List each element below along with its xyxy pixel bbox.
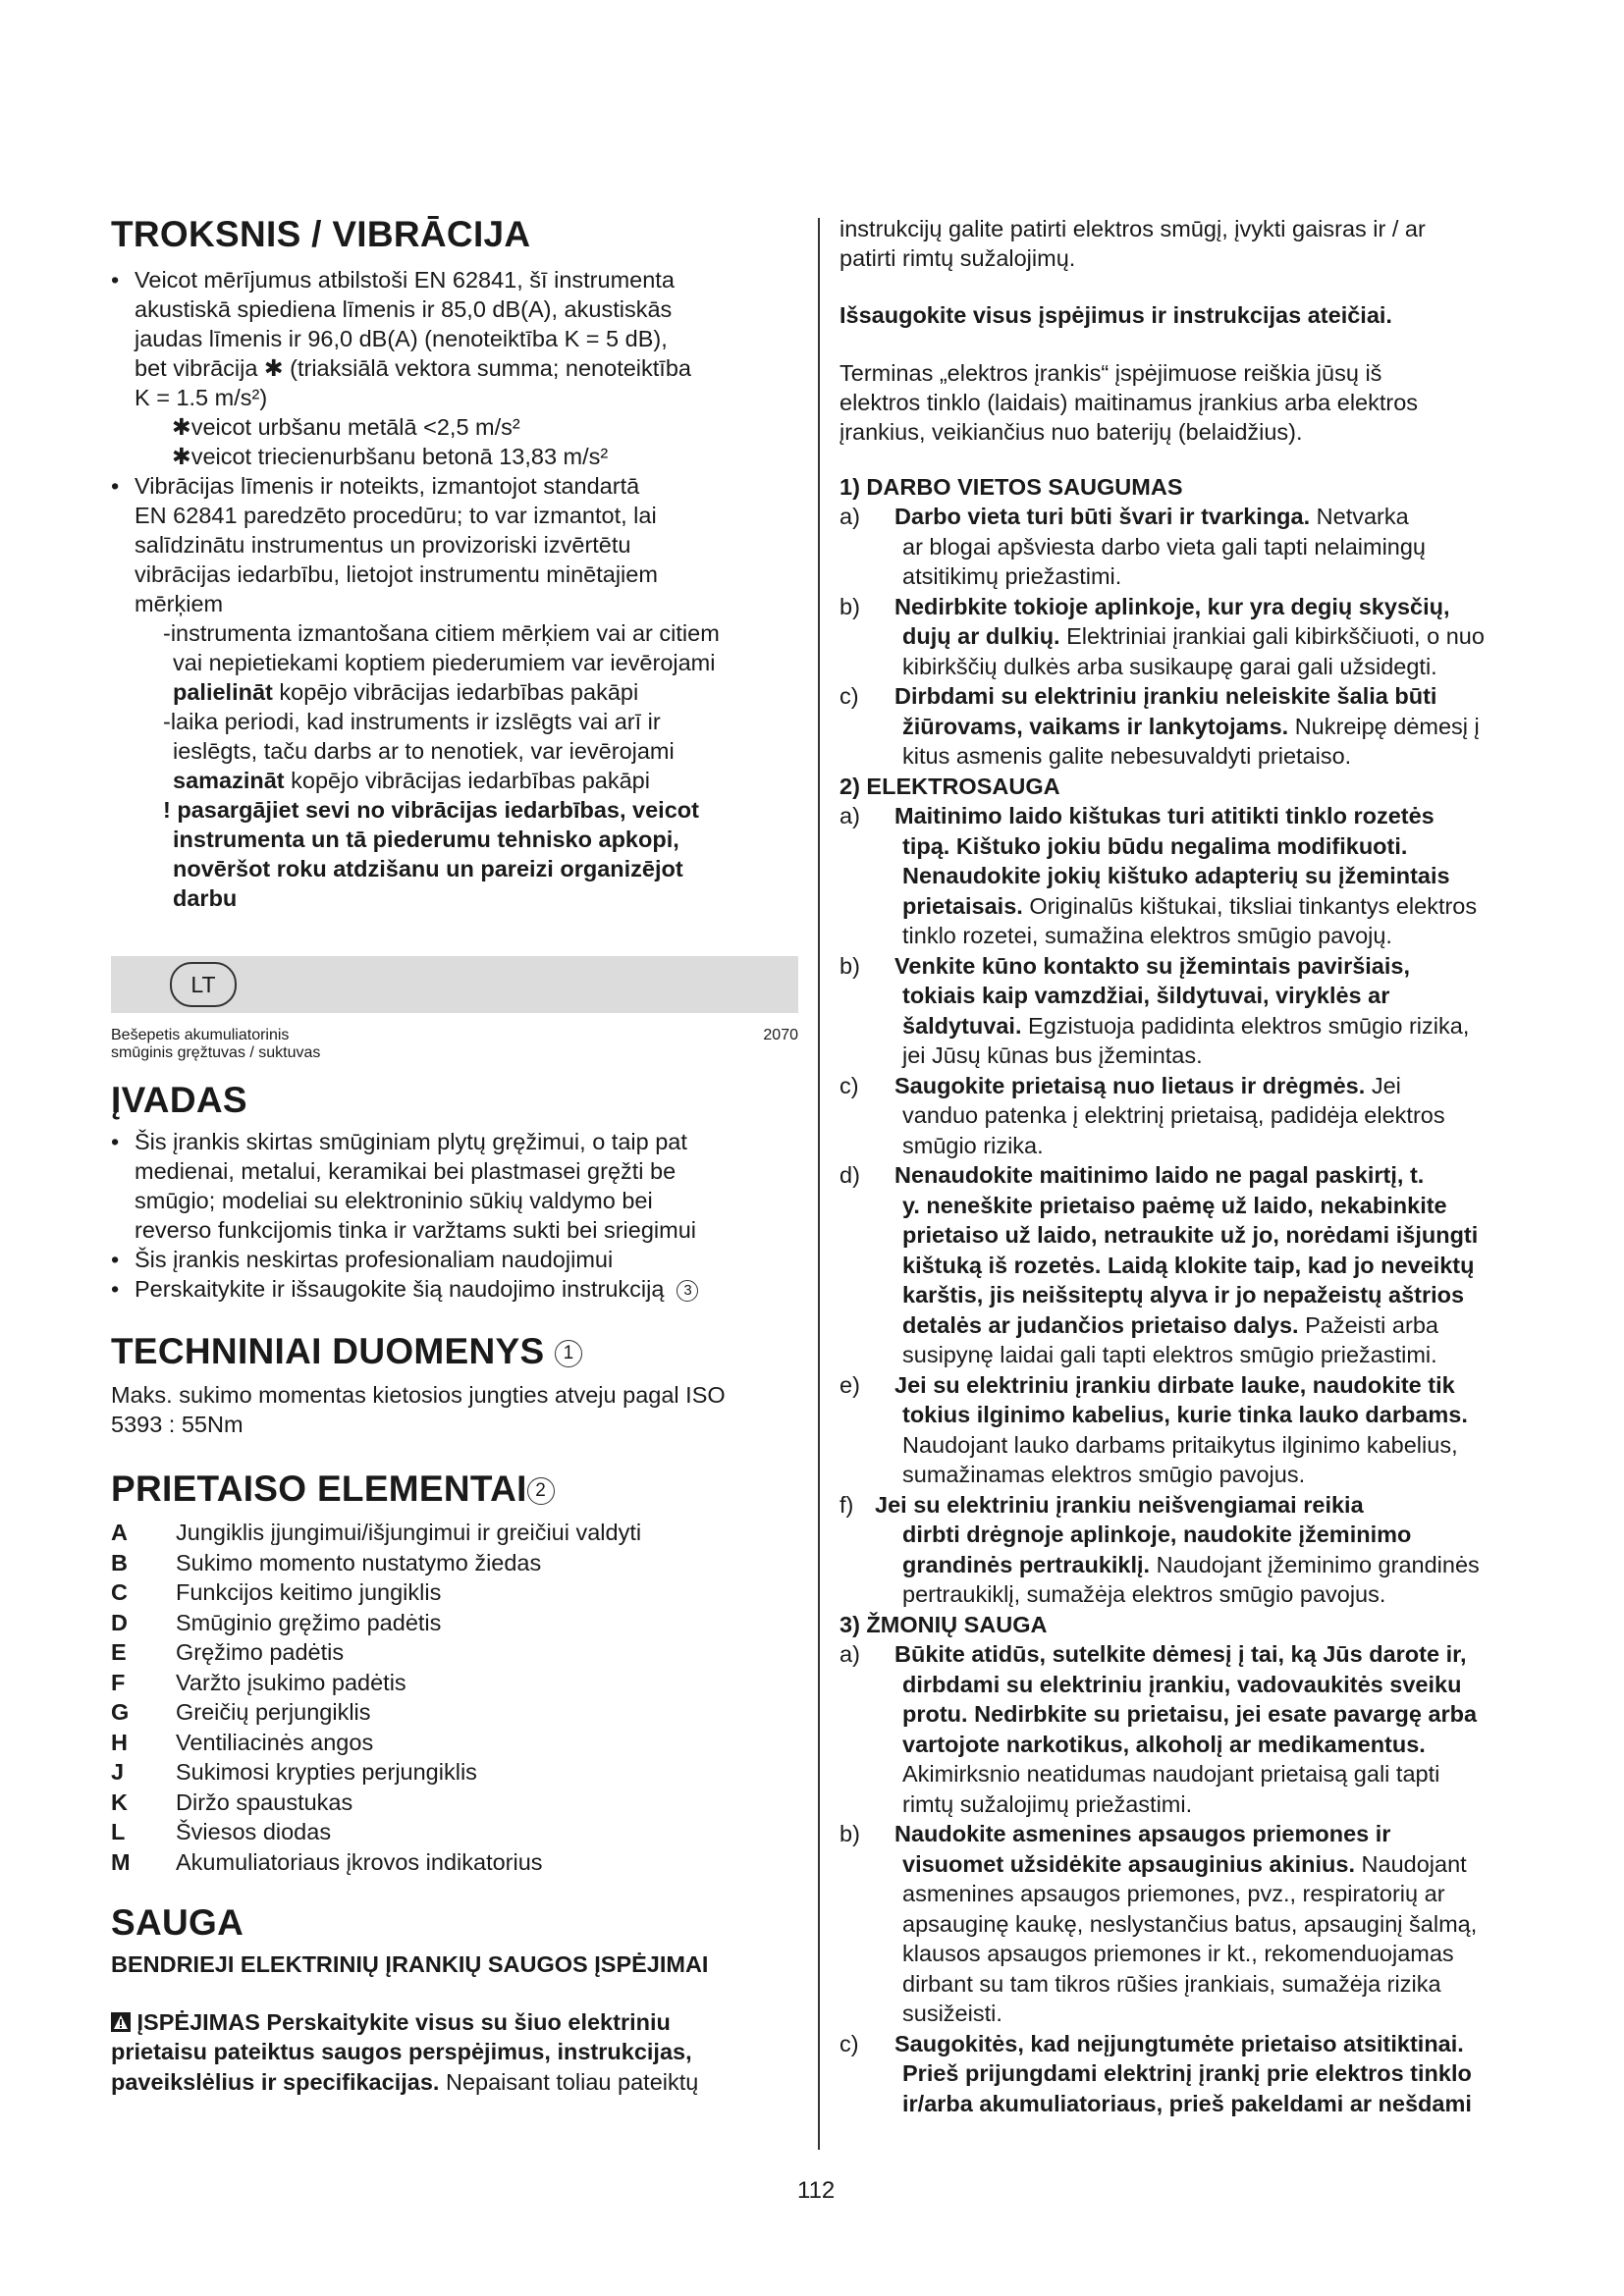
element-row	[111, 1788, 798, 1818]
left-column	[111, 214, 798, 913]
electrical-item-b: b) Venkite kūno kontakto su įžemintais paviršiais, tokiais kaip vamzdžiai, šildytuvai, viryklės ar šaldytuvai. Egzistuoja padidinta elektros smūgio rizika, jei Jūsų kūnas bus įžemintas.	[839, 952, 1470, 1068]
continued-text: instrukcijų galite patirti elektros smūgį, įvykti gaisras ir / ar patirti rimtų sužalojimų.	[839, 216, 1426, 271]
element-text: Greičių perjungiklis	[176, 1699, 371, 1725]
personal-item-a: a) Būkite atidūs, sutelkite dėmesį į tai, ką Jūs darote ir, dirbdami su elektriniu įrankiu, vadovaukitės sveiku protu. Nedirbkite su prietaisu, jei esate pavargę arba vartojote narkotikus, alkoholį ar medikamentus. Akimirksnio neatidumas naudojant prietaisą gali tapti rimtų sužalojimų priežastimi.	[839, 1641, 1478, 1817]
noise-dash-1: -instrumenta izmantošana citiem mērķiem vai ar citiem vai nepietiekami koptiem piederumiem var ievērojami palielināt kopējo vibrācijas iedarbības pakāpi	[163, 620, 720, 705]
element-row	[111, 1697, 798, 1728]
element-text: Smūginio gręžimo padėtis	[176, 1609, 442, 1635]
right-column	[839, 214, 1532, 2118]
figure-ref-3: 3	[677, 1280, 698, 1302]
work-area-item-c: c) Dirbdami su elektriniu įrankiu neleiskite šalia būti žiūrovams, vaikams ir lankytojams. Nukreipę dėmesį į kitus asmenis galite nebesuvaldyti prietaiso.	[839, 683, 1480, 769]
element-key: A	[111, 1520, 128, 1545]
element-text: Funkcijos keitimo jungiklis	[176, 1579, 442, 1605]
element-text: Varžto įsukimo padėtis	[176, 1669, 406, 1695]
intro-bullet-2: • Šis įrankis neskirtas profesionaliam naudojimui	[111, 1245, 798, 1274]
keep-instructions: Išsaugokite visus įspėjimus ir instrukcijas ateičiai.	[839, 302, 1392, 328]
tech-data-heading: TECHNINIAI DUOMENYS 1	[111, 1331, 798, 1372]
safety-heading: SAUGA	[111, 1902, 244, 1943]
work-area-item-b: b) Nedirbkite tokioje aplinkoje, kur yra degių skysčių, dujų ar dulkių. Elektriniai įrankiai gali kibirkščiuoti, o nuo kibirkščių dulkės arba susikaupę garai gali užsidegti.	[839, 593, 1485, 679]
element-row	[111, 1608, 798, 1638]
product-title-line2: smūginis gręžtuvas / suktuvas	[111, 1044, 321, 1061]
term-definition: Terminas „elektros įrankis“ įspėjimuose reiškia jūsų iš elektros tinklo (laidais) maitinamus įrankius arba elektros įrankius, veikiančius nuo baterijų (belaidžius).	[839, 359, 1419, 445]
element-key: F	[111, 1669, 126, 1695]
warning-triangle-icon	[111, 2012, 131, 2032]
language-bar	[111, 956, 798, 1013]
personal-item-b: b) Naudokite asmenines apsaugos priemones ir visuomet užsidėkite apsauginius akinius. Naudojant asmenines apsaugos priemones, pvz., respiratorių ar apsauginę kaukę, neslystančius batus, apsauginį šalmą, klausos apsaugos priemones ir kt., rekomenduojamas dirbant su tam tikros rūšies įrankiais, sumažėja rizika susižeisti.	[839, 1821, 1478, 2026]
element-row	[111, 1668, 798, 1698]
element-row	[111, 1548, 798, 1578]
element-text: Diržo spaustukas	[176, 1789, 353, 1815]
element-row	[111, 1728, 798, 1758]
noise-bullet-2: • Vibrācijas līmenis ir noteikts, izmantojot standartā EN 62841 paredzēto procedūru; to var izmantot, lai salīdzinātu instrumentus un provizoriski izvērtētu vibrācijas iedarbību, lietojot instrumentu minētajiem mērķiem	[111, 471, 798, 618]
noise-dash-2: -laika periodi, kad instruments ir izslēgts vai arī ir ieslēgts, taču darbs ar to nenotiek, var ievērojami samazināt kopējo vibrācijas iedarbības pakāpi	[163, 709, 675, 793]
safety-subtitle: BENDRIEJI ELEKTRINIŲ ĮRANKIŲ SAUGOS ĮSPĖJIMAI	[111, 1951, 709, 1977]
element-text: Jungiklis įjungimui/išjungimui ir greičiui valdyti	[176, 1520, 642, 1545]
element-key: G	[111, 1699, 130, 1725]
element-row	[111, 1757, 798, 1788]
tech-data-text: Maks. sukimo momentas kietosios jungties atveju pagal ISO 5393 : 55Nm	[111, 1382, 726, 1437]
element-row	[111, 1847, 798, 1878]
element-text: Gręžimo padėtis	[176, 1639, 345, 1665]
element-key: D	[111, 1609, 128, 1635]
element-text: Akumuliatoriaus įkrovos indikatorius	[176, 1848, 543, 1875]
electrical-item-e: e) Jei su elektriniu įrankiu dirbate lauke, naudokite tik tokius ilginimo kabelius, kurie tinka lauko darbams. Naudojant lauko darbams pritaikytus ilginimo kabelius, sumažinamas elektros smūgio pavojus.	[839, 1371, 1468, 1487]
electrical-item-d: d) Nenaudokite maitinimo laido ne pagal paskirtį, t. y. neneškite prietaiso paėmę už laido, nekabinkite prietaiso už laido, netraukite už jo, norėdami išjungti kištuką iš rozetės. Laidą klokite taip, kad jo neveiktų karštis, jis neišsiteptų alyva ir jo nepažeistų aštrios detalės ar judančios prietaiso dalys. Pažeisti arba susipynę laidai gali tapti elektros smūgio priežastimi.	[839, 1162, 1479, 1367]
vibration-drilling-metal: ✱veicot urbšanu metālā <2,5 m/s²	[172, 414, 520, 440]
language-badge: LT	[170, 962, 237, 1007]
personal-safety-heading: 3) ŽMONIŲ SAUGA	[839, 1611, 1048, 1637]
element-key: M	[111, 1848, 131, 1875]
electrical-item-a: a) Maitinimo laido kištukas turi atitikti tinklo rozetės tipą. Kištuko jokiu būdu negalima modifikuoti. Nenaudokite jokių kištuko adapterių su įžemintais prietaisais. Originalūs kištukai, tiksliai tinkantys elektros tinklo rozetei, sumažina elektros smūgio pavojų.	[839, 803, 1478, 948]
element-text: Sukimosi krypties perjungiklis	[176, 1759, 477, 1785]
intro-heading: ĮVADAS	[111, 1080, 247, 1120]
element-text: Ventiliacinės angos	[176, 1729, 374, 1755]
product-title: Bešepetis akumuliatorinis 2070	[111, 1027, 798, 1043]
element-key: J	[111, 1759, 125, 1785]
element-key: K	[111, 1789, 128, 1815]
figure-ref-2: 2	[527, 1477, 555, 1505]
element-key: L	[111, 1819, 126, 1844]
elements-list	[111, 1518, 798, 1877]
noise-bullet-1: • Veicot mērījumus atbilstoši EN 62841, šī instrumenta akustiskā spiediena līmenis ir 85,0 dB(A), akustiskās jaudas līmenis ir 96,0 dB(A) (nenoteiktība K = 5 dB), bet vibrācija ✱ (triaksiālā vektora summa; nenoteiktība K = 1.5 m/s²)	[111, 265, 798, 412]
elements-heading: PRIETAISO ELEMENTAI 2	[111, 1468, 798, 1510]
electrical-item-f: f) Jei su elektriniu įrankiu neišvengiamai reikia dirbti drėgnoje aplinkoje, naudokite įžeminimo grandinės pertraukiklį. Naudojant įžeminimo grandinės pertraukiklį, sumažėja elektros smūgio pavojus.	[839, 1491, 1480, 1607]
vibration-impact-drilling-concrete: ✱veicot triecienurbšanu betonā 13,83 m/s²	[172, 444, 609, 469]
column-divider	[818, 218, 820, 2150]
element-text: Sukimo momento nustatymo žiedas	[176, 1549, 542, 1575]
element-key: E	[111, 1639, 127, 1665]
electrical-item-c: c) Saugokite prietaisą nuo lietaus ir drėgmės. Jei vanduo patenka į elektrinį prietaisą, padidėja elektros smūgio rizika.	[839, 1072, 1445, 1158]
model-number: 2070	[763, 1027, 798, 1043]
page-number: 112	[797, 2177, 836, 2204]
element-row	[111, 1817, 798, 1847]
element-row	[111, 1518, 798, 1548]
left-column-lower	[111, 1027, 798, 2097]
intro-bullet-3: • Perskaitykite ir išsaugokite šią naudojimo instrukciją 3	[111, 1274, 798, 1304]
personal-item-c: c) Saugokitės, kad neįjungtumėte prietaiso atsitiktinai. Prieš prijungdami elektrinį įrankį prie elektros tinklo ir/arba akumuliatoriaus, prieš pakeldami ar nešdami	[839, 2030, 1472, 2116]
element-row	[111, 1577, 798, 1608]
element-key: B	[111, 1549, 128, 1575]
electrical-safety-heading: 2) ELEKTROSAUGA	[839, 773, 1060, 799]
general-warning: ĮSPĖJIMAS Perskaitykite visus su šiuo elektriniu prietaisu pateiktus saugos perspėjimus, instrukcijas, paveikslėlius ir specifikacijas. Nepaisant toliau pateiktų	[111, 2008, 699, 2095]
element-key: H	[111, 1729, 128, 1755]
work-area-item-a: a) Darbo vieta turi būti švari ir tvarkinga. Netvarka ar blogai apšviesta darbo vieta gali tapti nelaimingų atsitikimų priežastimi.	[839, 504, 1426, 589]
noise-protect-warning: ! pasargājiet sevi no vibrācijas iedarbības, veicot instrumenta un tā piederumu tehnisko apkopi, novēršot roku atdzišanu un pareizi organizējot darbu	[163, 797, 699, 911]
element-text: Šviesos diodas	[176, 1819, 332, 1844]
element-row	[111, 1637, 798, 1668]
noise-vibration-heading: TROKSNIS / VIBRĀCIJA	[111, 214, 531, 254]
element-key: C	[111, 1579, 128, 1605]
work-area-safety-heading: 1) DARBO VIETOS SAUGUMAS	[839, 473, 1183, 500]
intro-bullet-1: • Šis įrankis skirtas smūginiam plytų gręžimui, o taip pat medienai, metalui, keramikai bei plastmasei gręžti be smūgio; modeliai su elektroninio sūkių valdymo bei reverso funkcijomis tinka ir varžtams sukti bei sriegimui	[111, 1127, 798, 1245]
figure-ref-1: 1	[555, 1340, 582, 1367]
